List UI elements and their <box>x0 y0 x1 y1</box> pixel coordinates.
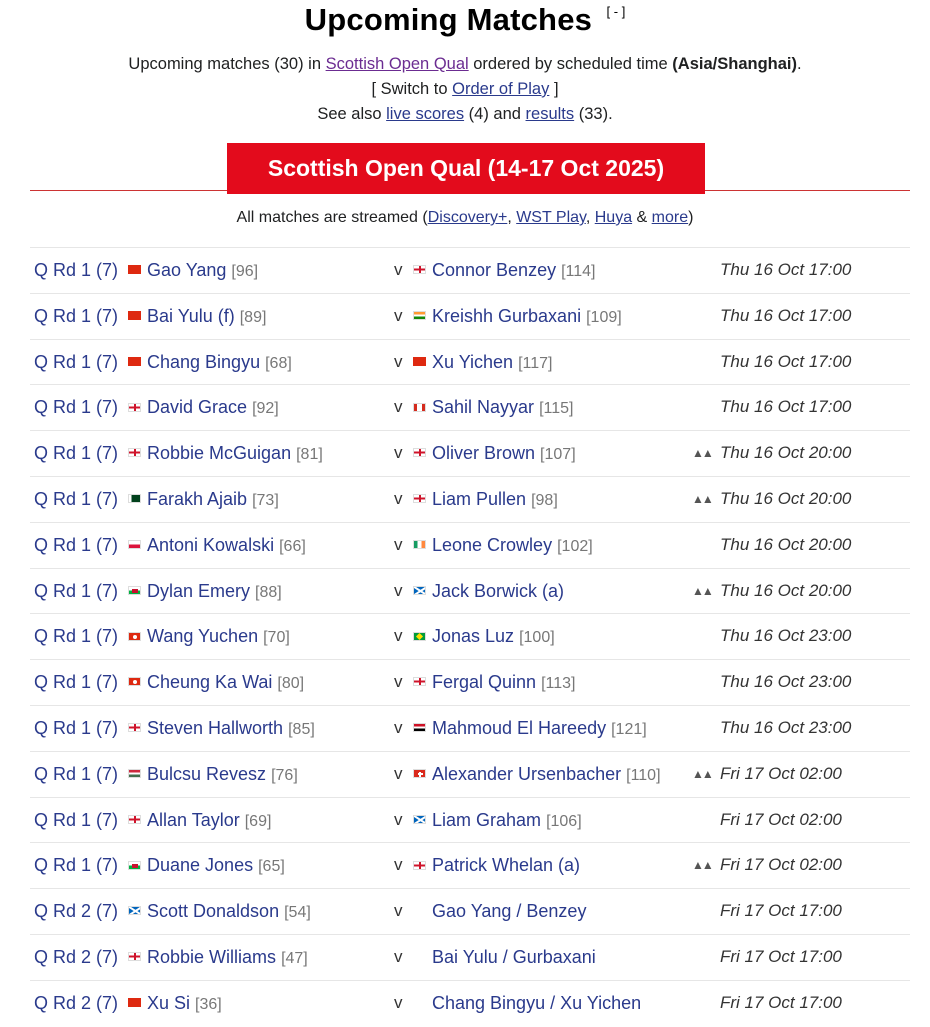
versus-label: v <box>394 992 403 1012</box>
player-one <box>147 569 282 615</box>
player-one-seed: [88] <box>255 583 282 601</box>
versus-label: v <box>394 580 403 600</box>
hungary-flag-icon <box>128 752 141 796</box>
match-row <box>30 247 910 293</box>
player-two-name[interactable]: Fergal Quinn <box>432 672 537 693</box>
player-two-name[interactable]: Mahmoud El Hareedy <box>432 717 607 738</box>
player-two-seed: [115] <box>539 400 574 418</box>
round-label[interactable]: Q Rd 1 (7) <box>34 672 119 693</box>
page-header <box>0 0 930 46</box>
player-two-name[interactable]: Patrick Whelan (a) <box>432 855 581 876</box>
round-label[interactable]: Q Rd 1 (7) <box>34 626 119 647</box>
player-one-name[interactable]: Gao Yang <box>147 260 227 280</box>
player-two <box>432 752 661 798</box>
player-one-seed: [80] <box>277 675 305 693</box>
player-one <box>147 889 311 935</box>
player-two-name[interactable]: Liam Pullen <box>432 488 527 509</box>
scheduled-time: Thu 16 Oct 23:00 <box>720 717 852 737</box>
player-one-name[interactable]: Steven Hallworth <box>147 717 284 738</box>
player-one-name[interactable]: Duane Jones <box>147 855 254 876</box>
stream-link-wst-play[interactable]: WST Play <box>516 209 586 226</box>
player-two-name[interactable]: Gao Yang / Benzey <box>432 901 587 922</box>
round-label[interactable]: Q Rd 1 (7) <box>34 580 119 601</box>
player-two-name[interactable]: Chang Bingyu / Xu Yichen <box>432 992 642 1013</box>
event-header <box>0 143 930 195</box>
player-two <box>432 798 582 844</box>
round-label[interactable]: Q Rd 1 (7) <box>34 397 119 418</box>
scheduled-time: Fri 17 Oct 02:00 <box>720 763 842 783</box>
player-one-name[interactable]: Farakh Ajaib <box>147 488 248 509</box>
england-flag-icon <box>128 706 141 750</box>
match-row <box>30 705 910 751</box>
match-row <box>30 430 910 476</box>
player-one-name[interactable]: Robbie Williams <box>147 946 277 967</box>
player-two-seed: [107] <box>540 446 576 464</box>
player-one-seed: [92] <box>252 400 279 418</box>
versus-label: v <box>394 443 403 463</box>
player-one-name[interactable]: Allan Taylor <box>147 809 240 830</box>
scheduled-time: Fri 17 Oct 02:00 <box>720 809 842 829</box>
scheduled-time: Thu 16 Oct 23:00 <box>720 672 852 692</box>
round-label[interactable]: Q Rd 1 (7) <box>34 534 119 555</box>
player-two-name[interactable]: Oliver Brown <box>432 443 536 464</box>
event-link[interactable]: Scottish Open Qual <box>325 55 469 73</box>
intro-line-1: Upcoming matches (30) in Scottish Open Qual ordered by scheduled time (Asia/Shanghai). <box>128 55 802 73</box>
ireland-flag-icon <box>413 523 426 567</box>
player-one <box>147 935 308 981</box>
china-flag-icon <box>128 981 141 1025</box>
player-one-name[interactable]: Cheung Ka Wai <box>147 672 273 693</box>
stream-link-discovery[interactable]: Discovery+ <box>427 209 508 226</box>
versus-label: v <box>394 534 403 554</box>
scheduled-time: Fri 17 Oct 17:00 <box>720 946 842 966</box>
scheduled-time: Thu 16 Oct 17:00 <box>720 351 852 371</box>
player-one-name[interactable]: Robbie McGuigan <box>147 443 292 464</box>
hongkong-flag-icon <box>128 660 141 704</box>
camera-icon: ▲▲ <box>692 446 712 461</box>
scheduled-time: Fri 17 Oct 17:00 <box>720 901 842 921</box>
pakistan-flag-icon <box>128 477 141 521</box>
player-one-name[interactable]: Dylan Emery <box>147 580 251 601</box>
match-list <box>30 247 910 1026</box>
intro-line-2: [ Switch to Order of Play ] <box>371 80 559 98</box>
match-row <box>30 659 910 705</box>
match-row <box>30 842 910 888</box>
scheduled-time: Thu 16 Oct 17:00 <box>720 397 852 417</box>
england-flag-icon <box>128 935 141 979</box>
player-one-seed: [66] <box>279 537 306 555</box>
versus-label: v <box>394 260 403 279</box>
versus-label: v <box>394 397 403 417</box>
player-two-seed: [100] <box>519 629 555 647</box>
player-two-name[interactable]: Bai Yulu / Gurbaxani <box>432 946 596 967</box>
player-one <box>147 843 285 889</box>
egypt-flag-icon <box>413 706 426 750</box>
event-banner: Scottish Open Qual (14-17 Oct 2025) <box>227 143 705 194</box>
match-row <box>30 476 910 522</box>
stream-link-more[interactable]: more <box>651 209 689 226</box>
player-two <box>432 660 575 706</box>
live-scores-link[interactable]: live scores <box>386 105 465 123</box>
versus-label: v <box>394 717 403 737</box>
scheduled-time: Thu 16 Oct 17:00 <box>720 305 852 325</box>
intro-line-3: See also live scores (4) and results (33). <box>317 105 613 123</box>
player-one <box>147 523 306 569</box>
player-two-seed: [109] <box>586 308 622 326</box>
match-row <box>30 293 910 339</box>
player-one-name[interactable]: Scott Donaldson <box>147 901 280 922</box>
round-label[interactable]: Q Rd 1 (7) <box>34 305 119 326</box>
player-two-name[interactable]: Jonas Luz <box>432 626 515 647</box>
player-one-seed: [76] <box>271 766 298 784</box>
camera-icon: ▲▲ <box>692 858 712 873</box>
round-label[interactable]: Q Rd 1 (7) <box>34 351 119 372</box>
brazil-flag-icon <box>413 614 426 658</box>
england-flag-icon <box>128 385 141 429</box>
player-two <box>432 248 596 294</box>
canada-flag-icon <box>413 385 426 429</box>
versus-label: v <box>394 351 403 371</box>
scheduled-time: Thu 16 Oct 20:00 <box>720 488 852 508</box>
player-two <box>432 523 593 569</box>
player-two-name[interactable]: Leone Crowley <box>432 534 553 555</box>
versus-label: v <box>394 946 403 966</box>
player-two <box>432 477 558 523</box>
player-one <box>147 431 323 477</box>
player-two-seed: [110] <box>626 766 661 784</box>
player-two-seed: [113] <box>541 675 576 693</box>
streaming-note: All matches are streamed (Discovery+, WST Play, Huya & more) <box>236 209 694 226</box>
hongkong-flag-icon <box>128 614 141 658</box>
camera-icon: ▲▲ <box>692 766 712 781</box>
player-one-name[interactable]: Bai Yulu (f) <box>147 305 235 326</box>
scotland-flag-icon <box>413 798 426 842</box>
player-one-seed: [85] <box>288 720 315 738</box>
scheduled-time: Thu 16 Oct 17:00 <box>720 260 852 279</box>
player-one-seed: [69] <box>244 812 272 830</box>
player-two-name[interactable]: Liam Graham <box>432 809 542 830</box>
round-label[interactable]: Q Rd 1 (7) <box>34 763 119 784</box>
china-flag-icon <box>413 340 426 384</box>
scheduled-time: Thu 16 Oct 20:00 <box>720 580 852 600</box>
england-flag-icon <box>413 248 426 292</box>
player-one <box>147 385 279 431</box>
player-two <box>432 614 555 660</box>
player-one-name[interactable]: Wang Yuchen <box>147 626 259 647</box>
player-two-name[interactable]: Xu Yichen <box>432 351 514 372</box>
player-one <box>147 477 279 523</box>
player-one <box>147 614 290 660</box>
match-row <box>30 980 910 1026</box>
scheduled-time: Thu 16 Oct 20:00 <box>720 534 852 554</box>
page-title: Upcoming Matches <box>304 2 593 37</box>
round-label[interactable]: Q Rd 2 (7) <box>34 901 119 922</box>
round-label[interactable]: Q Rd 1 (7) <box>34 443 119 464</box>
versus-label: v <box>394 672 403 692</box>
match-row <box>30 797 910 843</box>
round-label[interactable]: Q Rd 1 (7) <box>34 855 119 876</box>
england-flag-icon <box>413 843 426 887</box>
player-one <box>147 660 304 706</box>
player-two <box>432 431 576 477</box>
player-one-seed: [65] <box>258 858 285 876</box>
round-label[interactable]: Q Rd 2 (7) <box>34 946 119 967</box>
scheduled-time: Thu 16 Oct 20:00 <box>720 443 852 463</box>
versus-label: v <box>394 763 403 783</box>
round-label[interactable]: Q Rd 1 (7) <box>34 717 119 738</box>
scheduled-time: Fri 17 Oct 02:00 <box>720 855 842 875</box>
versus-label: v <box>394 809 403 829</box>
camera-icon: ▲▲ <box>692 583 712 598</box>
round-label[interactable]: Q Rd 2 (7) <box>34 992 119 1013</box>
player-two-seed: [114] <box>561 263 596 280</box>
player-two-seed: [117] <box>518 354 553 372</box>
scheduled-time: Fri 17 Oct 17:00 <box>720 992 842 1012</box>
player-one <box>147 294 266 340</box>
player-two <box>432 340 552 386</box>
player-one <box>147 752 298 798</box>
scotland-flag-icon <box>413 569 426 613</box>
stream-link-huya[interactable]: Huya <box>594 209 633 226</box>
player-one-name[interactable]: Bulcsu Revesz <box>147 763 267 784</box>
timezone-label: (Asia/Shanghai) <box>672 55 797 73</box>
england-flag-icon <box>128 431 141 475</box>
versus-label: v <box>394 855 403 875</box>
player-two-seed: [98] <box>531 491 558 509</box>
player-one-seed: [73] <box>252 491 279 509</box>
player-two-name[interactable]: Connor Benzey <box>432 260 557 280</box>
player-two-name[interactable]: Jack Borwick (a) <box>432 580 565 601</box>
player-two <box>432 935 596 981</box>
player-two-name[interactable]: Sahil Nayyar <box>432 397 535 418</box>
player-one-seed: [54] <box>284 904 311 922</box>
match-row <box>30 522 910 568</box>
england-flag-icon <box>413 477 426 521</box>
player-one-seed: [68] <box>265 354 292 372</box>
player-two <box>432 706 647 752</box>
versus-label: v <box>394 305 403 325</box>
player-one <box>147 340 292 386</box>
england-flag-icon <box>413 431 426 475</box>
match-row <box>30 384 910 430</box>
player-one-seed: [81] <box>296 446 323 464</box>
scheduled-time: Thu 16 Oct 23:00 <box>720 626 852 646</box>
player-one-name[interactable]: Chang Bingyu <box>147 351 261 372</box>
results-link[interactable]: results <box>525 105 575 123</box>
player-two-name[interactable]: Alexander Ursenbacher <box>432 763 622 784</box>
player-one <box>147 981 222 1027</box>
round-label[interactable]: Q Rd 1 (7) <box>34 809 119 830</box>
china-flag-icon <box>128 340 141 384</box>
match-row <box>30 934 910 980</box>
player-two-seed: [106] <box>546 812 582 830</box>
player-two <box>432 294 622 340</box>
round-label[interactable]: Q Rd 1 (7) <box>34 260 119 280</box>
player-one <box>147 798 271 844</box>
player-one-seed: [89] <box>239 308 267 326</box>
wales-flag-icon <box>128 843 141 887</box>
england-flag-icon <box>413 660 426 704</box>
collapse-toggle[interactable]: [ - ] <box>606 4 626 19</box>
match-row <box>30 888 910 934</box>
china-flag-icon <box>128 248 141 292</box>
player-one-name[interactable]: Antoni Kowalski <box>147 534 275 555</box>
versus-label: v <box>394 901 403 921</box>
switzerland-flag-icon <box>413 752 426 796</box>
order-of-play-link[interactable]: Order of Play <box>452 80 550 98</box>
versus-label: v <box>394 488 403 508</box>
player-two <box>432 889 586 935</box>
match-row <box>30 568 910 614</box>
england-flag-icon <box>128 798 141 842</box>
player-two <box>432 569 564 615</box>
camera-icon: ▲▲ <box>692 491 712 506</box>
player-two-seed: [121] <box>611 720 647 738</box>
china-flag-icon <box>128 294 141 338</box>
player-one-name[interactable]: Xu Si <box>147 992 191 1013</box>
player-one-seed: [47] <box>281 949 308 967</box>
player-two-seed: [102] <box>557 537 593 555</box>
match-row <box>30 613 910 659</box>
india-flag-icon <box>413 294 426 338</box>
player-one-seed: [36] <box>195 995 222 1013</box>
versus-label: v <box>394 626 403 646</box>
player-two <box>432 385 573 431</box>
scotland-flag-icon <box>128 889 141 933</box>
player-two-name[interactable]: Kreishh Gurbaxani <box>432 305 582 326</box>
player-two <box>432 843 580 889</box>
wales-flag-icon <box>128 569 141 613</box>
player-one-seed: [96] <box>231 263 259 280</box>
poland-flag-icon <box>128 523 141 567</box>
player-one <box>147 248 258 294</box>
player-one-seed: [70] <box>263 629 290 647</box>
player-one-name[interactable]: David Grace <box>147 397 248 418</box>
round-label[interactable]: Q Rd 1 (7) <box>34 488 119 509</box>
intro-text <box>0 52 930 127</box>
match-row <box>30 339 910 385</box>
player-one <box>147 706 315 752</box>
player-two <box>432 981 641 1027</box>
match-row <box>30 751 910 797</box>
